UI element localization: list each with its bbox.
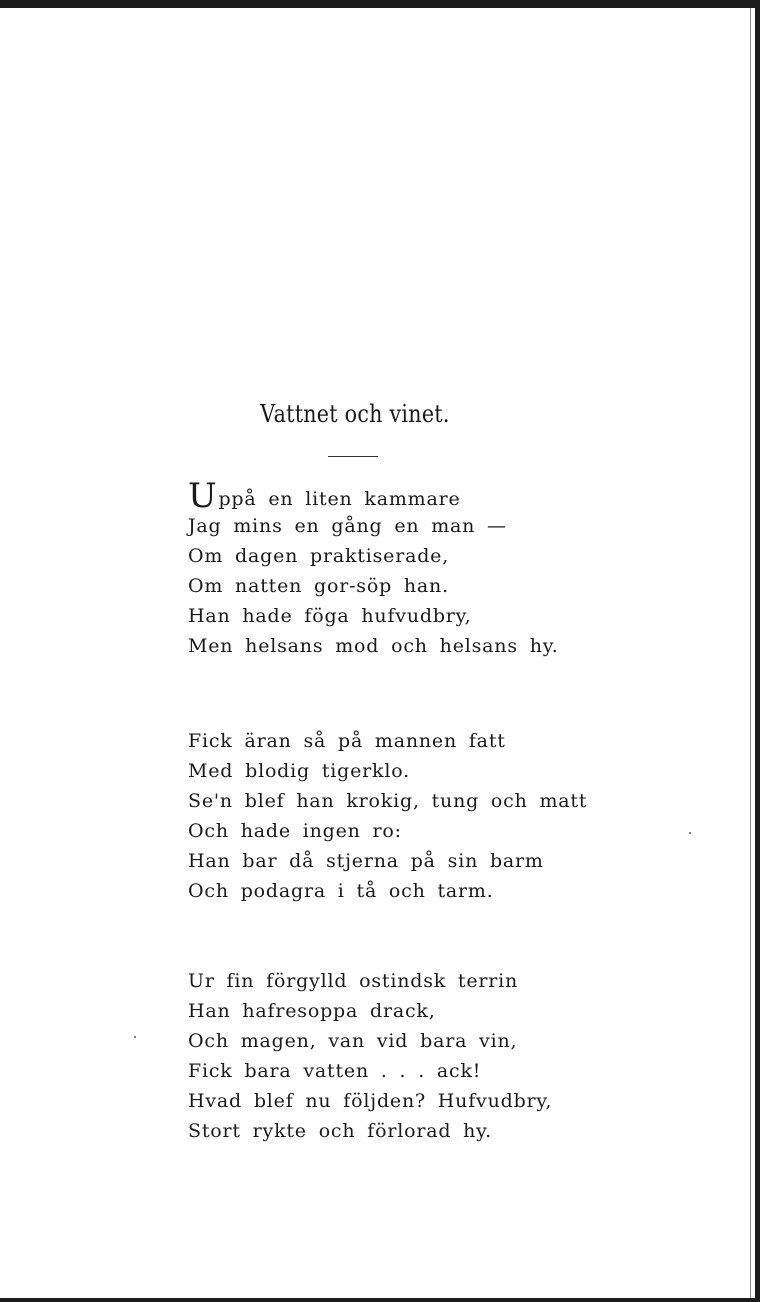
verse-line: Men helsans mod och helsans hy. bbox=[188, 635, 559, 657]
verse-line: Stort rykte och förlorad hy. bbox=[188, 1120, 493, 1142]
verse-line: Fick bara vatten . . . ack! bbox=[188, 1060, 482, 1082]
verse-line: Och magen, van vid bara vin, bbox=[188, 1030, 518, 1052]
drop-cap: U bbox=[188, 476, 218, 516]
print-speck bbox=[689, 832, 691, 834]
verse-line: Med blodig tigerklo. bbox=[188, 760, 410, 782]
verse-line: Han hafresoppa drack, bbox=[188, 1000, 436, 1022]
verse-line: Om natten gor-söp han. bbox=[188, 575, 449, 597]
title-divider bbox=[328, 456, 378, 457]
print-speck bbox=[134, 1036, 136, 1038]
verse-line: Hvad blef nu följden? Hufvudbry, bbox=[188, 1090, 553, 1112]
stanza-3 bbox=[188, 966, 552, 1146]
verse-line: Jag mins en gång en man — bbox=[188, 515, 507, 537]
stanza-2 bbox=[188, 726, 587, 906]
verse-line: Se'n blef han krokig, tung och matt bbox=[188, 790, 588, 812]
page-edge-top bbox=[0, 0, 760, 8]
page-edge-bottom bbox=[0, 1298, 760, 1302]
stanza-1 bbox=[188, 476, 559, 661]
verse-line: Fick äran så på mannen fatt bbox=[188, 730, 506, 752]
verse-line: Och hade ingen ro: bbox=[188, 820, 402, 842]
verse-line: Och podagra i tå och tarm. bbox=[188, 880, 494, 902]
verse-line bbox=[188, 476, 559, 516]
verse-line: Om dagen praktiserade, bbox=[188, 545, 450, 567]
verse-line-rest: ppå en liten kammare bbox=[218, 488, 461, 510]
page-edge-right bbox=[755, 0, 760, 1302]
poem-title: Vattnet och vinet. bbox=[260, 400, 450, 428]
verse-line: Ur fin förgylld ostindsk terrin bbox=[188, 970, 519, 992]
page-gutter-line bbox=[750, 8, 751, 1298]
verse-line: Han hade föga hufvudbry, bbox=[188, 605, 472, 627]
verse-line: Han bar då stjerna på sin barm bbox=[188, 850, 544, 872]
